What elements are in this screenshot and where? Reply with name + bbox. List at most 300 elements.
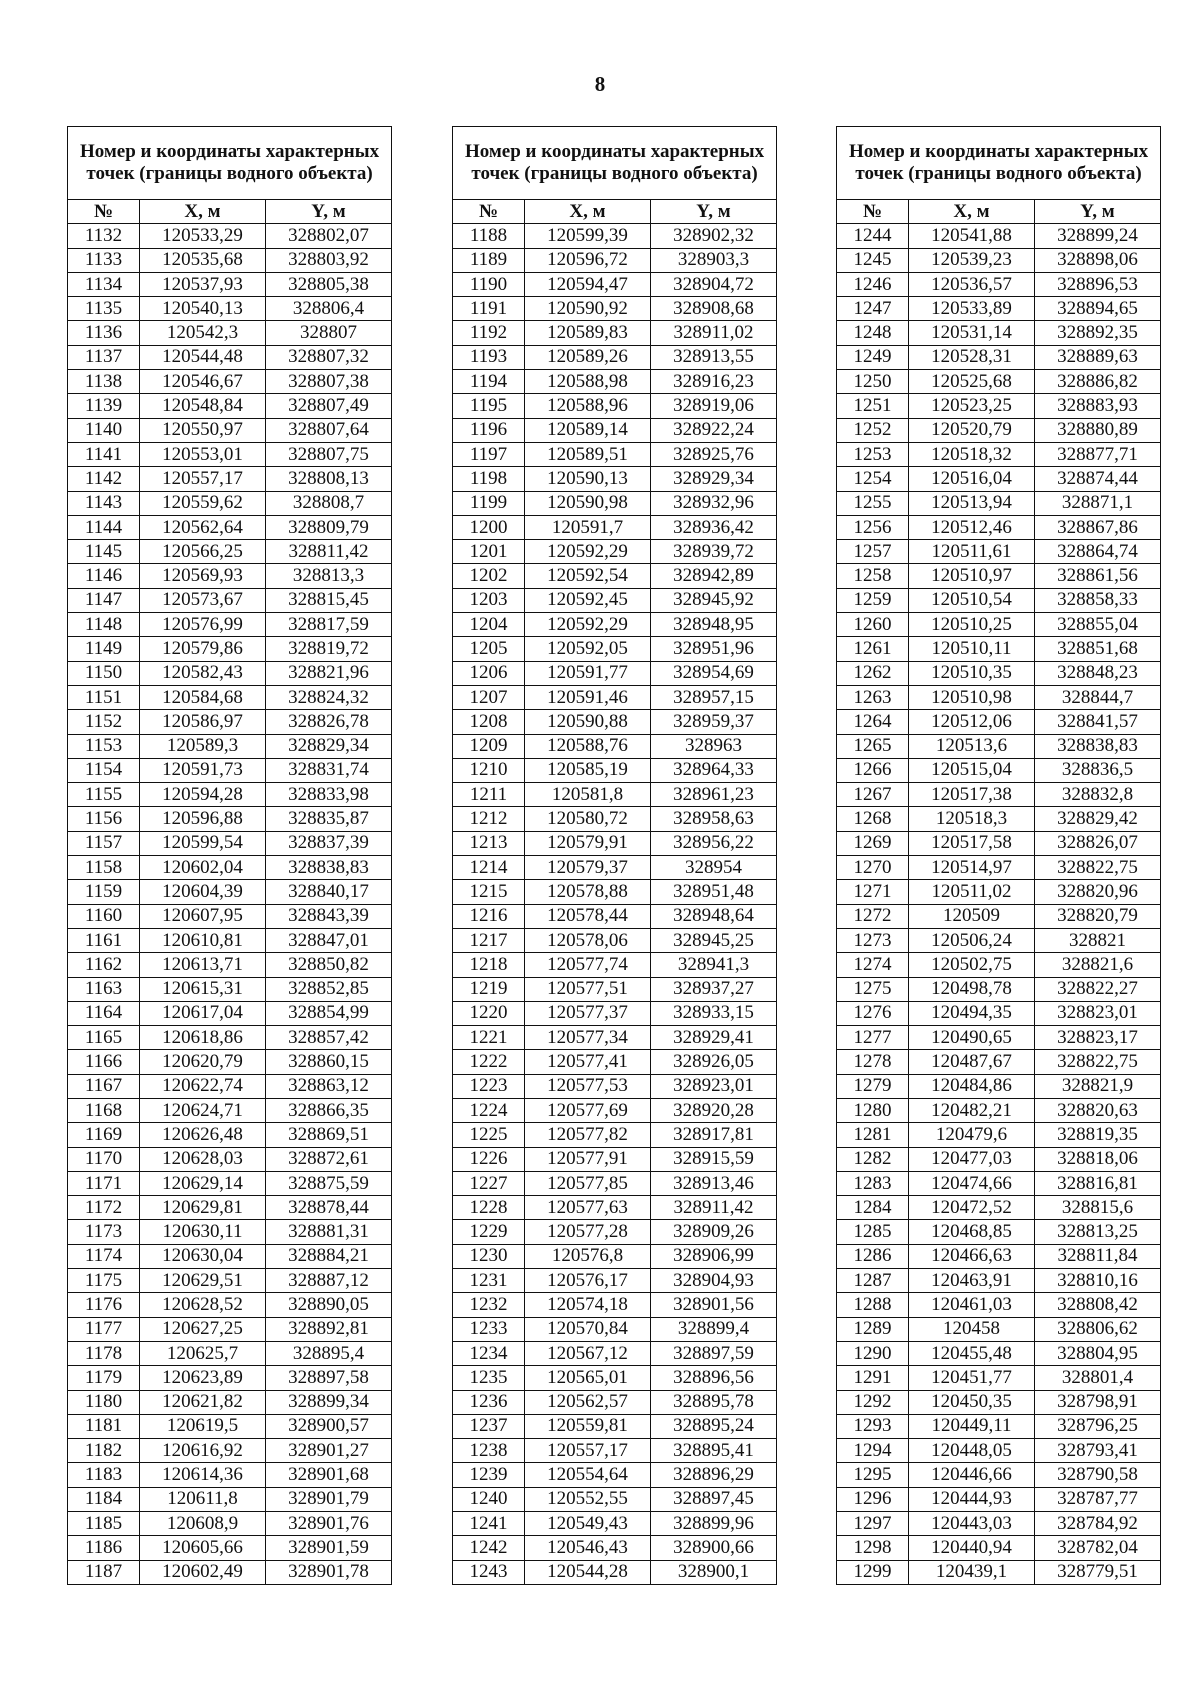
y-coordinate-cell: 328941,3 <box>651 953 777 977</box>
y-coordinate-cell: 328913,55 <box>651 345 777 369</box>
y-coordinate-cell: 328833,98 <box>266 783 392 807</box>
x-coordinate-cell: 120577,82 <box>525 1123 651 1147</box>
x-coordinate-cell: 120578,88 <box>525 880 651 904</box>
point-number-cell: 1194 <box>453 370 525 394</box>
point-number-cell: 1289 <box>837 1317 909 1341</box>
y-coordinate-cell: 328909,26 <box>651 1220 777 1244</box>
point-number-cell: 1280 <box>837 1098 909 1122</box>
table-row <box>837 1196 1161 1220</box>
point-number-cell: 1171 <box>68 1171 140 1195</box>
y-coordinate-cell: 328860,15 <box>266 1050 392 1074</box>
y-coordinate-cell: 328906,99 <box>651 1244 777 1268</box>
x-coordinate-cell: 120540,13 <box>140 297 266 321</box>
x-coordinate-cell: 120494,35 <box>909 1001 1035 1025</box>
x-coordinate-cell: 120537,93 <box>140 272 266 296</box>
y-coordinate-cell: 328821,6 <box>1035 953 1161 977</box>
point-number-cell: 1244 <box>837 224 909 248</box>
y-coordinate-cell: 328908,68 <box>651 297 777 321</box>
table-row <box>68 1074 392 1098</box>
table-row <box>837 783 1161 807</box>
x-coordinate-cell: 120590,88 <box>525 710 651 734</box>
table-row <box>837 1341 1161 1365</box>
point-number-cell: 1221 <box>453 1026 525 1050</box>
table-row <box>453 345 777 369</box>
y-coordinate-cell: 328904,93 <box>651 1269 777 1293</box>
y-coordinate-cell: 328858,33 <box>1035 588 1161 612</box>
table-row <box>453 1074 777 1098</box>
table-row <box>837 953 1161 977</box>
y-coordinate-cell: 328945,92 <box>651 588 777 612</box>
point-number-cell: 1262 <box>837 661 909 685</box>
table-row <box>453 564 777 588</box>
y-coordinate-cell: 328809,79 <box>266 515 392 539</box>
y-coordinate-cell: 328900,1 <box>651 1560 777 1584</box>
table-row <box>68 467 392 491</box>
x-coordinate-cell: 120629,51 <box>140 1269 266 1293</box>
x-coordinate-cell: 120599,54 <box>140 831 266 855</box>
table-row <box>453 685 777 709</box>
y-coordinate-cell: 328866,35 <box>266 1098 392 1122</box>
point-number-cell: 1201 <box>453 540 525 564</box>
x-coordinate-cell: 120474,66 <box>909 1171 1035 1195</box>
x-coordinate-cell: 120624,71 <box>140 1098 266 1122</box>
table-row <box>453 783 777 807</box>
point-number-cell: 1293 <box>837 1414 909 1438</box>
x-coordinate-cell: 120523,25 <box>909 394 1035 418</box>
x-coordinate-cell: 120562,64 <box>140 515 266 539</box>
point-number-cell: 1197 <box>453 442 525 466</box>
point-number-cell: 1243 <box>453 1560 525 1584</box>
point-number-cell: 1251 <box>837 394 909 418</box>
y-coordinate-cell: 328925,76 <box>651 442 777 466</box>
x-coordinate-cell: 120559,62 <box>140 491 266 515</box>
table-row <box>837 515 1161 539</box>
point-number-cell: 1269 <box>837 831 909 855</box>
table-row <box>68 661 392 685</box>
x-coordinate-cell: 120463,91 <box>909 1269 1035 1293</box>
y-coordinate-cell: 328836,5 <box>1035 758 1161 782</box>
table-row <box>453 1487 777 1511</box>
table-row <box>837 661 1161 685</box>
point-number-cell: 1146 <box>68 564 140 588</box>
y-coordinate-cell: 328915,59 <box>651 1147 777 1171</box>
point-number-cell: 1294 <box>837 1439 909 1463</box>
point-number-cell: 1178 <box>68 1341 140 1365</box>
point-number-cell: 1195 <box>453 394 525 418</box>
point-number-cell: 1204 <box>453 613 525 637</box>
point-number-cell: 1283 <box>837 1171 909 1195</box>
y-coordinate-cell: 328936,42 <box>651 515 777 539</box>
y-coordinate-cell: 328861,56 <box>1035 564 1161 588</box>
y-coordinate-cell: 328843,39 <box>266 904 392 928</box>
table-row <box>837 637 1161 661</box>
y-coordinate-cell: 328847,01 <box>266 928 392 952</box>
point-number-cell: 1174 <box>68 1244 140 1268</box>
column-header-y: Y, м <box>651 200 777 224</box>
x-coordinate-cell: 120472,52 <box>909 1196 1035 1220</box>
x-coordinate-cell: 120620,79 <box>140 1050 266 1074</box>
x-coordinate-cell: 120585,19 <box>525 758 651 782</box>
x-coordinate-cell: 120577,41 <box>525 1050 651 1074</box>
point-number-cell: 1190 <box>453 272 525 296</box>
table-row <box>453 1244 777 1268</box>
table-row <box>453 297 777 321</box>
x-coordinate-cell: 120455,48 <box>909 1341 1035 1365</box>
y-coordinate-cell: 328820,79 <box>1035 904 1161 928</box>
table-row <box>453 1050 777 1074</box>
x-coordinate-cell: 120484,86 <box>909 1074 1035 1098</box>
x-coordinate-cell: 120517,38 <box>909 783 1035 807</box>
y-coordinate-cell: 328932,96 <box>651 491 777 515</box>
x-coordinate-cell: 120630,04 <box>140 1244 266 1268</box>
y-coordinate-cell: 328877,71 <box>1035 442 1161 466</box>
point-number-cell: 1236 <box>453 1390 525 1414</box>
y-coordinate-cell: 328872,61 <box>266 1147 392 1171</box>
point-number-cell: 1188 <box>453 224 525 248</box>
y-coordinate-cell: 328895,41 <box>651 1439 777 1463</box>
y-coordinate-cell: 328851,68 <box>1035 637 1161 661</box>
y-coordinate-cell: 328817,59 <box>266 613 392 637</box>
table-row <box>453 661 777 685</box>
table-row <box>68 1512 392 1536</box>
point-number-cell: 1237 <box>453 1414 525 1438</box>
table-row <box>68 272 392 296</box>
x-coordinate-cell: 120590,92 <box>525 297 651 321</box>
table-row <box>837 1220 1161 1244</box>
point-number-cell: 1230 <box>453 1244 525 1268</box>
point-number-cell: 1176 <box>68 1293 140 1317</box>
x-coordinate-cell: 120591,7 <box>525 515 651 539</box>
point-number-cell: 1162 <box>68 953 140 977</box>
point-number-cell: 1173 <box>68 1220 140 1244</box>
x-coordinate-cell: 120588,98 <box>525 370 651 394</box>
x-coordinate-cell: 120544,28 <box>525 1560 651 1584</box>
x-coordinate-cell: 120566,25 <box>140 540 266 564</box>
table-row <box>68 1220 392 1244</box>
table-row <box>837 345 1161 369</box>
y-coordinate-cell: 328838,83 <box>1035 734 1161 758</box>
point-number-cell: 1247 <box>837 297 909 321</box>
table-row <box>837 1147 1161 1171</box>
y-coordinate-cell: 328889,63 <box>1035 345 1161 369</box>
y-coordinate-cell: 328951,96 <box>651 637 777 661</box>
table-row <box>68 370 392 394</box>
point-number-cell: 1234 <box>453 1341 525 1365</box>
table-row <box>68 1098 392 1122</box>
table-row <box>68 637 392 661</box>
table-row <box>68 564 392 588</box>
y-coordinate-cell: 328958,63 <box>651 807 777 831</box>
point-number-cell: 1186 <box>68 1536 140 1560</box>
point-number-cell: 1167 <box>68 1074 140 1098</box>
table-row <box>68 977 392 1001</box>
table-row <box>68 1196 392 1220</box>
table-row <box>837 1560 1161 1584</box>
point-number-cell: 1136 <box>68 321 140 345</box>
y-coordinate-cell: 328804,95 <box>1035 1341 1161 1365</box>
x-coordinate-cell: 120510,97 <box>909 564 1035 588</box>
table-row <box>453 1269 777 1293</box>
table-row <box>837 1439 1161 1463</box>
x-coordinate-cell: 120528,31 <box>909 345 1035 369</box>
point-number-cell: 1169 <box>68 1123 140 1147</box>
point-number-cell: 1225 <box>453 1123 525 1147</box>
x-coordinate-cell: 120584,68 <box>140 685 266 709</box>
point-number-cell: 1172 <box>68 1196 140 1220</box>
y-coordinate-cell: 328899,96 <box>651 1512 777 1536</box>
point-number-cell: 1272 <box>837 904 909 928</box>
y-coordinate-cell: 328957,15 <box>651 685 777 709</box>
x-coordinate-cell: 120461,03 <box>909 1293 1035 1317</box>
table-row <box>453 224 777 248</box>
table-row <box>837 297 1161 321</box>
x-coordinate-cell: 120628,03 <box>140 1147 266 1171</box>
table-row <box>68 1171 392 1195</box>
point-number-cell: 1193 <box>453 345 525 369</box>
point-number-cell: 1185 <box>68 1512 140 1536</box>
point-number-cell: 1150 <box>68 661 140 685</box>
point-number-cell: 1205 <box>453 637 525 661</box>
table-row <box>837 710 1161 734</box>
table-row <box>453 1366 777 1390</box>
x-coordinate-cell: 120592,54 <box>525 564 651 588</box>
y-coordinate-cell: 328926,05 <box>651 1050 777 1074</box>
point-number-cell: 1235 <box>453 1366 525 1390</box>
point-number-cell: 1287 <box>837 1269 909 1293</box>
y-coordinate-cell: 328832,8 <box>1035 783 1161 807</box>
x-coordinate-cell: 120629,81 <box>140 1196 266 1220</box>
x-coordinate-cell: 120544,48 <box>140 345 266 369</box>
table-row <box>68 856 392 880</box>
x-coordinate-cell: 120546,67 <box>140 370 266 394</box>
table-row <box>837 1487 1161 1511</box>
x-coordinate-cell: 120562,57 <box>525 1390 651 1414</box>
point-number-cell: 1191 <box>453 297 525 321</box>
point-number-cell: 1273 <box>837 928 909 952</box>
x-coordinate-cell: 120588,96 <box>525 394 651 418</box>
x-coordinate-cell: 120449,11 <box>909 1414 1035 1438</box>
y-coordinate-cell: 328869,51 <box>266 1123 392 1147</box>
y-coordinate-cell: 328939,72 <box>651 540 777 564</box>
point-number-cell: 1137 <box>68 345 140 369</box>
y-coordinate-cell: 328821 <box>1035 928 1161 952</box>
table-row <box>68 1244 392 1268</box>
x-coordinate-cell: 120577,85 <box>525 1171 651 1195</box>
y-coordinate-cell: 328937,27 <box>651 977 777 1001</box>
table-row <box>837 1171 1161 1195</box>
table-row <box>837 1244 1161 1268</box>
table-row <box>68 1463 392 1487</box>
table-row <box>453 710 777 734</box>
point-number-cell: 1241 <box>453 1512 525 1536</box>
x-coordinate-cell: 120611,8 <box>140 1487 266 1511</box>
point-number-cell: 1160 <box>68 904 140 928</box>
x-coordinate-cell: 120594,47 <box>525 272 651 296</box>
y-coordinate-cell: 328954,69 <box>651 661 777 685</box>
point-number-cell: 1276 <box>837 1001 909 1025</box>
x-coordinate-cell: 120618,86 <box>140 1026 266 1050</box>
point-number-cell: 1226 <box>453 1147 525 1171</box>
point-number-cell: 1291 <box>837 1366 909 1390</box>
y-coordinate-cell: 328807,38 <box>266 370 392 394</box>
point-number-cell: 1177 <box>68 1317 140 1341</box>
x-coordinate-cell: 120589,51 <box>525 442 651 466</box>
table-row <box>453 880 777 904</box>
point-number-cell: 1166 <box>68 1050 140 1074</box>
x-coordinate-cell: 120578,06 <box>525 928 651 952</box>
y-coordinate-cell: 328901,56 <box>651 1293 777 1317</box>
y-coordinate-cell: 328951,48 <box>651 880 777 904</box>
x-coordinate-cell: 120591,73 <box>140 758 266 782</box>
point-number-cell: 1232 <box>453 1293 525 1317</box>
x-coordinate-cell: 120518,32 <box>909 442 1035 466</box>
y-coordinate-cell: 328840,17 <box>266 880 392 904</box>
y-coordinate-cell: 328917,81 <box>651 1123 777 1147</box>
x-coordinate-cell: 120590,98 <box>525 491 651 515</box>
y-coordinate-cell: 328796,25 <box>1035 1414 1161 1438</box>
table-row <box>453 1196 777 1220</box>
x-coordinate-cell: 120533,29 <box>140 224 266 248</box>
y-coordinate-cell: 328857,42 <box>266 1026 392 1050</box>
x-coordinate-cell: 120616,92 <box>140 1439 266 1463</box>
point-number-cell: 1152 <box>68 710 140 734</box>
y-coordinate-cell: 328805,38 <box>266 272 392 296</box>
table-row <box>453 1026 777 1050</box>
x-coordinate-cell: 120605,66 <box>140 1536 266 1560</box>
x-coordinate-cell: 120559,81 <box>525 1414 651 1438</box>
table-row <box>68 442 392 466</box>
y-coordinate-cell: 328820,63 <box>1035 1098 1161 1122</box>
point-number-cell: 1248 <box>837 321 909 345</box>
x-coordinate-cell: 120589,3 <box>140 734 266 758</box>
table-row <box>68 1366 392 1390</box>
y-coordinate-cell: 328808,42 <box>1035 1293 1161 1317</box>
table-row <box>837 418 1161 442</box>
x-coordinate-cell: 120542,3 <box>140 321 266 345</box>
x-coordinate-cell: 120549,43 <box>525 1512 651 1536</box>
point-number-cell: 1208 <box>453 710 525 734</box>
y-coordinate-cell: 328948,95 <box>651 613 777 637</box>
x-coordinate-cell: 120581,8 <box>525 783 651 807</box>
point-number-cell: 1163 <box>68 977 140 1001</box>
table-row <box>68 540 392 564</box>
table-row <box>453 442 777 466</box>
table-row <box>837 685 1161 709</box>
y-coordinate-cell: 328784,92 <box>1035 1512 1161 1536</box>
y-coordinate-cell: 328913,46 <box>651 1171 777 1195</box>
coordinates-table-3 <box>836 126 1161 1585</box>
x-coordinate-cell: 120506,24 <box>909 928 1035 952</box>
table-row <box>453 904 777 928</box>
x-coordinate-cell: 120589,14 <box>525 418 651 442</box>
x-coordinate-cell: 120557,17 <box>525 1439 651 1463</box>
x-coordinate-cell: 120511,02 <box>909 880 1035 904</box>
x-coordinate-cell: 120577,34 <box>525 1026 651 1050</box>
point-number-cell: 1223 <box>453 1074 525 1098</box>
table-row <box>453 807 777 831</box>
table-row <box>837 1536 1161 1560</box>
point-number-cell: 1200 <box>453 515 525 539</box>
table-row <box>453 248 777 272</box>
y-coordinate-cell: 328892,35 <box>1035 321 1161 345</box>
y-coordinate-cell: 328864,74 <box>1035 540 1161 564</box>
table-row <box>837 224 1161 248</box>
table-row <box>837 1269 1161 1293</box>
y-coordinate-cell: 328808,13 <box>266 467 392 491</box>
point-number-cell: 1168 <box>68 1098 140 1122</box>
x-coordinate-cell: 120533,89 <box>909 297 1035 321</box>
y-coordinate-cell: 328816,81 <box>1035 1171 1161 1195</box>
y-coordinate-cell: 328883,93 <box>1035 394 1161 418</box>
table-row <box>68 1317 392 1341</box>
table-row <box>453 491 777 515</box>
table-row <box>68 1001 392 1025</box>
y-coordinate-cell: 328871,1 <box>1035 491 1161 515</box>
table-row <box>68 418 392 442</box>
point-number-cell: 1266 <box>837 758 909 782</box>
coordinates-table-2 <box>452 126 777 1585</box>
y-coordinate-cell: 328835,87 <box>266 807 392 831</box>
x-coordinate-cell: 120509 <box>909 904 1035 928</box>
x-coordinate-cell: 120531,14 <box>909 321 1035 345</box>
table-row <box>68 1050 392 1074</box>
point-number-cell: 1175 <box>68 1269 140 1293</box>
table-row <box>68 1487 392 1511</box>
x-coordinate-cell: 120567,12 <box>525 1341 651 1365</box>
point-number-cell: 1268 <box>837 807 909 831</box>
y-coordinate-cell: 328826,07 <box>1035 831 1161 855</box>
table-row <box>68 1341 392 1365</box>
y-coordinate-cell: 328826,78 <box>266 710 392 734</box>
table-row <box>837 1026 1161 1050</box>
point-number-cell: 1271 <box>837 880 909 904</box>
point-number-cell: 1147 <box>68 588 140 612</box>
y-coordinate-cell: 328806,4 <box>266 297 392 321</box>
table-row <box>453 1536 777 1560</box>
x-coordinate-cell: 120589,26 <box>525 345 651 369</box>
y-coordinate-cell: 328790,58 <box>1035 1463 1161 1487</box>
point-number-cell: 1159 <box>68 880 140 904</box>
table-row <box>68 613 392 637</box>
point-number-cell: 1299 <box>837 1560 909 1584</box>
point-number-cell: 1144 <box>68 515 140 539</box>
x-coordinate-cell: 120580,72 <box>525 807 651 831</box>
table-row <box>453 1171 777 1195</box>
point-number-cell: 1286 <box>837 1244 909 1268</box>
point-number-cell: 1153 <box>68 734 140 758</box>
x-coordinate-cell: 120502,75 <box>909 953 1035 977</box>
point-number-cell: 1183 <box>68 1463 140 1487</box>
table-row <box>837 248 1161 272</box>
y-coordinate-cell: 328897,59 <box>651 1341 777 1365</box>
x-coordinate-cell: 120577,69 <box>525 1098 651 1122</box>
point-number-cell: 1216 <box>453 904 525 928</box>
x-coordinate-cell: 120586,97 <box>140 710 266 734</box>
x-coordinate-cell: 120458 <box>909 1317 1035 1341</box>
table-row <box>837 394 1161 418</box>
y-coordinate-cell: 328831,74 <box>266 758 392 782</box>
table-row <box>68 297 392 321</box>
x-coordinate-cell: 120627,25 <box>140 1317 266 1341</box>
point-number-cell: 1192 <box>453 321 525 345</box>
y-coordinate-cell: 328874,44 <box>1035 467 1161 491</box>
x-coordinate-cell: 120490,65 <box>909 1026 1035 1050</box>
point-number-cell: 1143 <box>68 491 140 515</box>
point-number-cell: 1270 <box>837 856 909 880</box>
y-coordinate-cell: 328852,85 <box>266 977 392 1001</box>
y-coordinate-cell: 328902,32 <box>651 224 777 248</box>
table-title: Номер и координаты характерных точек (границы водного объекта) <box>453 127 777 200</box>
